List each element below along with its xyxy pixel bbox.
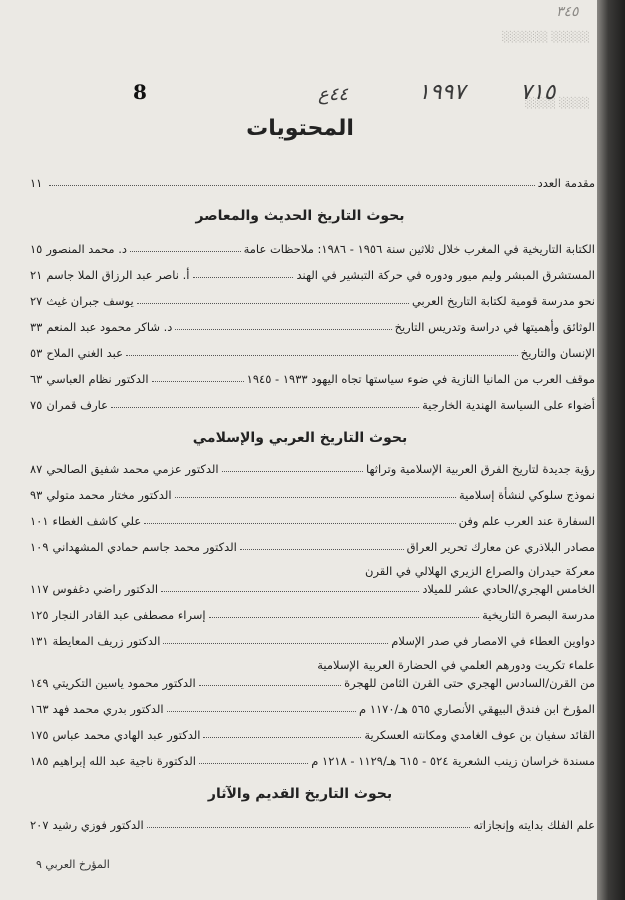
leader-dots: [49, 185, 534, 186]
entry-page: ١٦٣: [30, 702, 49, 716]
toc-entry: [30, 238, 595, 256]
entry-author: د. شاكر محمود عبد المنعم: [46, 320, 173, 334]
leader-dots: [147, 827, 471, 828]
leader-dots: [111, 407, 419, 408]
entry-title: الإنسان والتاريخ: [520, 346, 595, 360]
entry-page: ٣٣: [30, 320, 43, 334]
entry-page: ٥٣: [30, 346, 43, 360]
toc-entry-line2: [30, 672, 595, 690]
leader-dots: [240, 549, 404, 550]
toc-entry-line1: [30, 560, 595, 578]
toc-entry-intro: [30, 172, 595, 190]
entry-author: الدكتورة ناجية عبد الله إبراهيم: [52, 754, 196, 768]
entry-author: الدكتور نظام العباسي: [46, 372, 149, 386]
entry-author: الدكتور راضي دغفوس: [52, 582, 159, 596]
leader-dots: [193, 277, 294, 278]
entry-title: دواوين العطاء في الامصار في صدر الإسلام: [391, 634, 595, 648]
toc-entry: [30, 290, 595, 308]
entry-page: ٨٧: [30, 462, 43, 476]
entry-title: علماء تكريت ودورهم العلمي في الحضارة العربية الإسلامية: [317, 658, 595, 672]
entry-author: الدكتور بدري محمد فهد: [52, 702, 164, 716]
entry-page: ٧٥: [30, 398, 43, 412]
section-heading-arab-islamic: بحوث التاريخ العربي والإسلامي: [192, 430, 408, 446]
entry-title: موقف العرب من المانيا النازية في ضوء سياستها تجاه اليهود ١٩٣٣ - ١٩٤٥: [246, 372, 595, 386]
leader-dots: [203, 737, 361, 738]
entry-author: يوسف جبران غيث: [46, 294, 134, 308]
entry-page: ٦٣: [30, 372, 43, 386]
toc-entry-line1: [30, 654, 595, 672]
entry-title: أضواء على السياسة الهندية الخارجية: [422, 398, 595, 412]
toc-entry: [30, 604, 595, 622]
footer-journal-name: المؤرخ العربي: [45, 858, 110, 871]
entry-author: الدكتور محمود ياسين التكريتي: [52, 676, 196, 690]
entry-page: ١٠١: [30, 514, 49, 528]
entry-author: الدكتور عزمي محمد شفيق الصالحي: [46, 462, 219, 476]
entry-title: علم الفلك بدايته وإنجازاته: [473, 818, 595, 832]
toc-entry: [30, 264, 595, 282]
handwritten-code: ٤٤ع: [318, 84, 349, 105]
entry-page: ١١٧: [30, 582, 49, 596]
handwritten-number-1: ٧١٥: [520, 80, 556, 105]
entry-page: ١٨٥: [30, 754, 49, 768]
leader-dots: [152, 381, 244, 382]
leader-dots: [137, 303, 409, 304]
entry-author: الدكتور عبد الهادي محمد عباس: [52, 728, 201, 742]
handwritten-top-number: ٣٤٥: [556, 4, 579, 20]
toc-entry: [30, 724, 595, 742]
toc-entry: [30, 342, 595, 360]
entry-author: الدكتور زريف المعايطة: [52, 634, 161, 648]
section-heading-modern: بحوث التاريخ الحديث والمعاصر: [195, 208, 405, 224]
leader-dots: [175, 329, 391, 330]
toc-entry: [30, 814, 595, 832]
page-title: المحتويات: [246, 116, 354, 141]
entry-author: الدكتور مختار محمد متولي: [46, 488, 172, 502]
entry-page: ١١: [30, 176, 43, 190]
leader-dots: [163, 643, 388, 644]
toc-entry: [30, 368, 595, 386]
page-binding-edge: [597, 0, 625, 900]
entry-page: ٢١: [30, 268, 43, 282]
entry-title: مدرسة البصرة التاريخية: [482, 608, 595, 622]
entry-author: أ. ناصر عبد الرزاق الملا جاسم: [46, 268, 190, 282]
entry-title: السفارة عند العرب علم وفن: [458, 514, 595, 528]
toc-entry: [30, 484, 595, 502]
toc-entry: [30, 536, 595, 554]
bleed-through-text: ░░░░ ░░░░: [525, 98, 590, 109]
entry-title: معركة حيدران والصراع الزيري الهلالي في القرن: [365, 564, 595, 578]
toc-entry: [30, 630, 595, 648]
entry-page: ٢٧: [30, 294, 43, 308]
leader-dots: [222, 471, 363, 472]
leader-dots: [130, 251, 241, 252]
entry-author: الدكتور محمد جاسم حمادي المشهداني: [52, 540, 237, 554]
footer-page-number: ٩: [36, 858, 42, 871]
entry-page: ٩٣: [30, 488, 43, 502]
toc-entry: [30, 316, 595, 334]
entry-title: القائد سفيان بن عوف الغامدي ومكانته العسكرية: [364, 728, 595, 742]
entry-title: المستشرق المبشر وليم ميور ودوره في حركة التبشير في الهند: [296, 268, 595, 282]
entry-title-continued: من القرن/السادس الهجري حتى القرن الثامن للهجرة: [344, 676, 595, 690]
leader-dots: [167, 711, 356, 712]
leader-dots: [209, 617, 480, 618]
leader-dots: [126, 355, 518, 356]
toc-entry: [30, 698, 595, 716]
entry-title: مقدمة العدد: [537, 176, 595, 190]
section-heading-ancient: بحوث التاريخ القديم والآثار: [207, 786, 393, 802]
entry-title: نحو مدرسة قومية لكتابة التاريخ العربي: [411, 294, 595, 308]
entry-title: الوثائق وأهميتها في دراسة وتدريس التاريخ: [394, 320, 595, 334]
entry-title: المؤرخ ابن فندق البيهقي الأنصاري ٥٦٥ هـ/١١٧٠ م: [359, 702, 595, 716]
entry-author: الدكتور فوزي رشيد: [52, 818, 144, 832]
entry-page: ١٢٥: [30, 608, 49, 622]
entry-page: ١٠٩: [30, 540, 49, 554]
entry-title-continued: الخامس الهجري/الحادي عشر للميلاد: [422, 582, 595, 596]
entry-page: ١٧٥: [30, 728, 49, 742]
entry-author: علي كاشف الغطاء: [52, 514, 142, 528]
entry-page: ١٤٩: [30, 676, 49, 690]
toc-entry: [30, 394, 595, 412]
toc-entry: [30, 750, 595, 768]
entry-page: ١٥: [30, 242, 43, 256]
entry-title: رؤية جديدة لتاريخ الفرق العربية الإسلامية وتراثها: [365, 462, 595, 476]
handwritten-mark: 8: [133, 80, 147, 104]
toc-entry: [30, 458, 595, 476]
toc-entry: [30, 510, 595, 528]
leader-dots: [199, 685, 341, 686]
leader-dots: [144, 523, 455, 524]
entry-title: الكتابة التاريخية في المغرب خلال ثلاثين سنة ١٩٥٦ - ١٩٨٦: ملاحظات عامة: [243, 242, 595, 256]
entry-title: مصادر البلاذري عن معارك تحرير العراق: [406, 540, 595, 554]
bleed-through-text: ░░░░░ ░░░░░░: [502, 32, 590, 43]
toc-entry-line2: [30, 578, 595, 596]
entry-author: إسراء مصطفى عبد القادر النجار: [52, 608, 206, 622]
entry-author: عبد الغني الملاح: [46, 346, 123, 360]
handwritten-number-2: ١٩٩٧: [418, 80, 466, 105]
handwritten-annotation: [0, 80, 600, 110]
page-footer: [30, 858, 110, 871]
entry-title: نموذج سلوكي لنشأة إسلامية: [459, 488, 595, 502]
leader-dots: [199, 763, 308, 764]
entry-author: د. محمد المنصور: [46, 242, 127, 256]
entry-author: عارف قمران: [46, 398, 108, 412]
leader-dots: [161, 591, 419, 592]
entry-page: ٢٠٧: [30, 818, 49, 832]
leader-dots: [175, 497, 456, 498]
entry-page: ١٣١: [30, 634, 49, 648]
entry-title: مسندة خراسان زينب الشعرية ٥٢٤ - ٦١٥ هـ/١١٢٩ - ١٢١٨ م: [311, 754, 595, 768]
